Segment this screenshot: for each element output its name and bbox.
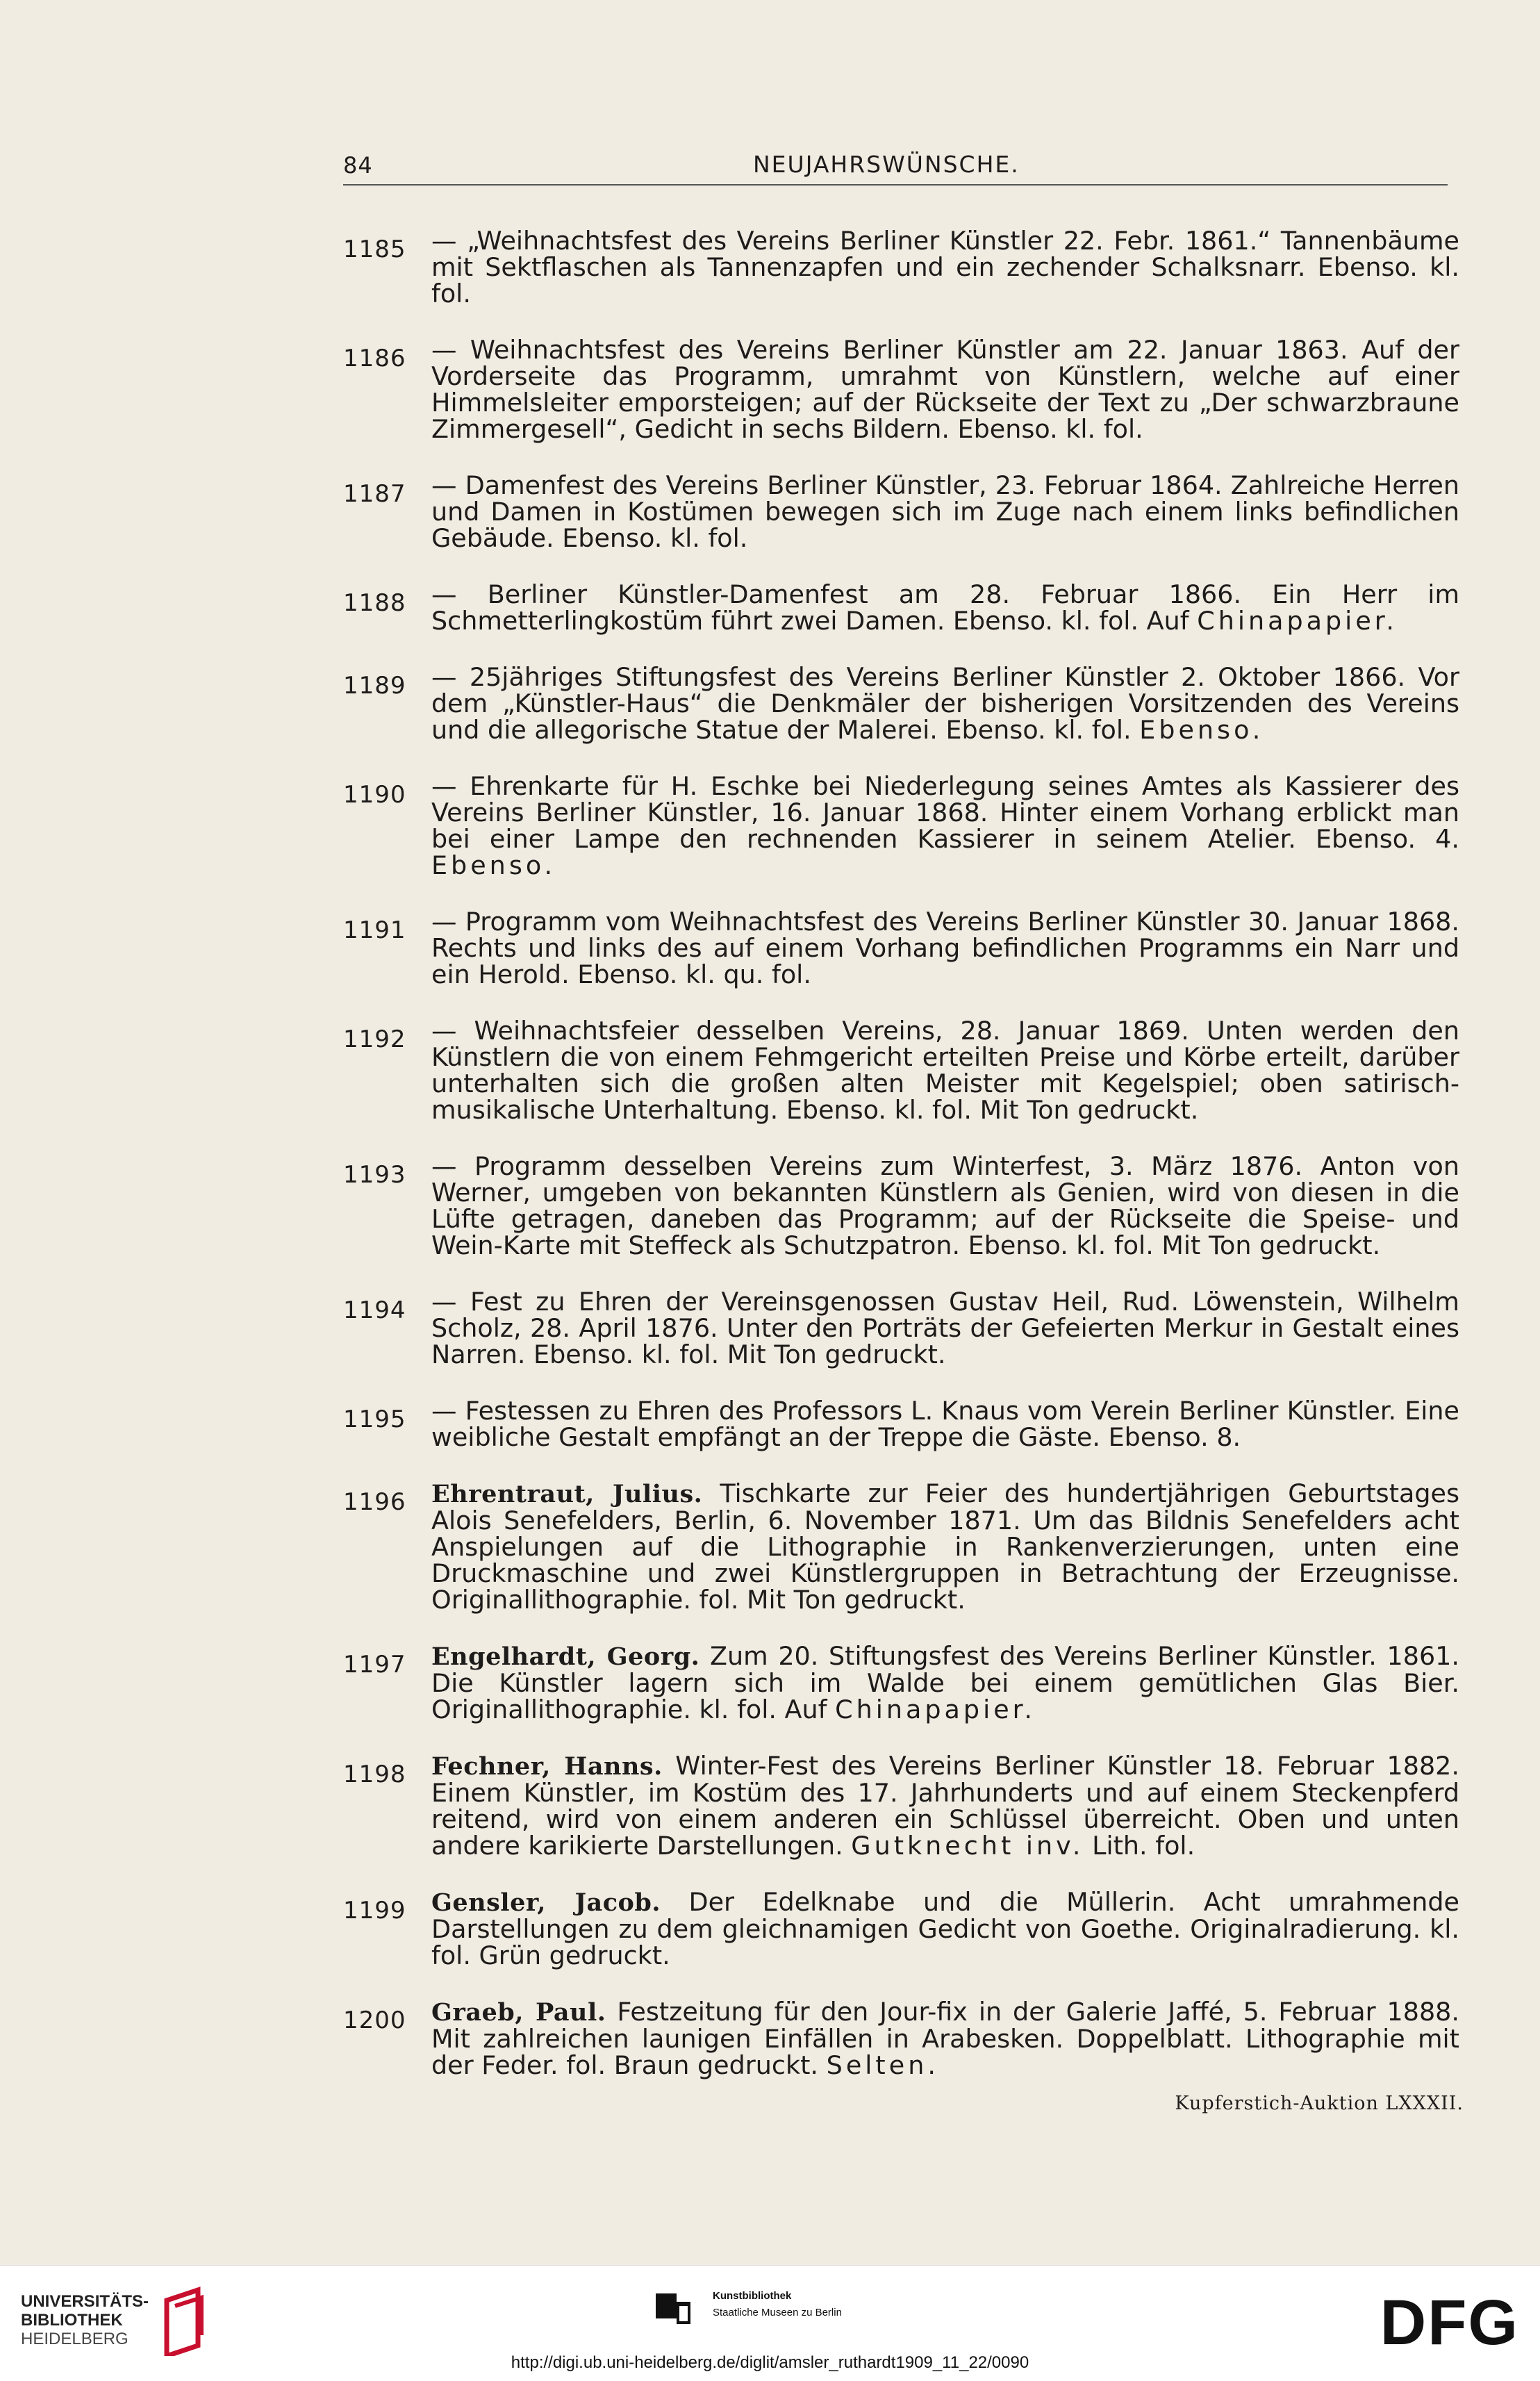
catalog-entry bbox=[343, 1018, 1463, 1123]
entry-artist: Graeb, Paul. bbox=[431, 1998, 606, 2027]
entry-number: 1195 bbox=[343, 1406, 406, 1433]
entry-spaced-note: Chinapapier. bbox=[1197, 606, 1398, 636]
running-title: NEUJAHRSWÜNSCHE. bbox=[753, 151, 1020, 178]
entry-number: 1197 bbox=[343, 1651, 406, 1679]
entry-text bbox=[431, 1889, 1459, 1969]
catalog-entry bbox=[343, 228, 1463, 307]
entry-text bbox=[431, 1643, 1459, 1723]
entry-description: — 25jähriges Stiftungsfest des Vereins Berliner Künstler 2. Oktober 1866. Vor dem „Künstler-Haus“ die Denkmäler der bisherigen Vorsitzenden des Vereins und die allegorische Statue der Malerei. Ebenso. kl. fol. bbox=[431, 662, 1459, 745]
signature-line: Kupferstich-Auktion LXXXII. bbox=[1175, 2093, 1464, 2114]
ub-heidelberg-logo[interactable] bbox=[21, 2292, 149, 2348]
catalog-entry bbox=[343, 1753, 1463, 1859]
entry-spaced-note: Gutknecht inv. bbox=[851, 1831, 1084, 1861]
catalog-entry bbox=[343, 1999, 1463, 2079]
entry-description: — Ehrenkarte für H. Eschke bei Niederlegung seines Amtes als Kassierer des Vereins Berliner Künstler, 16. Januar 1868. Hinter einem Vorhang erblickt man bei einer Lampe den rechnenden Kassierer in seinem Atelier. Ebenso. 4. bbox=[431, 771, 1459, 854]
catalog-entry bbox=[343, 337, 1463, 443]
entry-description: Zum 20. Stiftungsfest des Vereins Berliner Künstler. 1861. Die Künstler lagern sich im Walde bei einem gemütlichen Glas Bier. Originallithographie. kl. fol. Auf bbox=[431, 1641, 1460, 1724]
entry-number: 1189 bbox=[343, 672, 406, 700]
entry-text bbox=[431, 1398, 1459, 1451]
page-header bbox=[343, 142, 1448, 186]
entry-number: 1190 bbox=[343, 781, 406, 809]
entry-description: Winter-Fest des Vereins Berliner Künstler 18. Februar 1882. Einem Künstler, im Kostüm des 17. Jahrhunderts und auf einem Steckenpferd reitend, wird von einem anderen ein Schlüssel überreicht. Oben und unten andere karikierte Darstellungen. bbox=[431, 1751, 1459, 1861]
entry-text bbox=[431, 1753, 1459, 1859]
catalog-entry bbox=[343, 773, 1463, 879]
ub-emblem-icon bbox=[160, 2287, 215, 2356]
entry-text bbox=[431, 909, 1459, 988]
entry-artist: Fechner, Hanns. bbox=[431, 1752, 663, 1781]
entry-number: 1198 bbox=[343, 1761, 406, 1788]
entry-number: 1193 bbox=[343, 1161, 406, 1189]
entry-text bbox=[431, 337, 1459, 443]
entry-text bbox=[431, 1478, 1460, 1615]
entry-text bbox=[431, 472, 1459, 552]
entry-description: — Berliner Künstler-Damenfest am 28. Februar 1866. Ein Herr im Schmetterlingkostüm führt zwei Damen. Ebenso. kl. fol. Auf bbox=[431, 579, 1459, 636]
catalog-entry bbox=[343, 579, 1463, 636]
entry-text bbox=[431, 1999, 1459, 2079]
entry-number: 1196 bbox=[343, 1488, 406, 1516]
entry-number: 1200 bbox=[343, 2007, 406, 2034]
catalog-entry bbox=[343, 1153, 1463, 1259]
entry-description: — Weihnachtsfeier desselben Vereins, 28. Januar 1869. Unten werden den Künstlern die von einem Fehmgericht erteilten Preise und Körbe erteilt, darüber unterhalten sich die großen alten Meister mit Kegelspiel; oben satirisch-musikalische Unterhaltung. Ebenso. kl. fol. Mit Ton gedruckt. bbox=[431, 1016, 1459, 1125]
entry-text bbox=[431, 773, 1459, 879]
entry-number: 1187 bbox=[343, 480, 406, 508]
catalog-entry bbox=[343, 664, 1463, 743]
entry-description: — Festessen zu Ehren des Professors L. Knaus vom Verein Berliner Künstler. Eine weibliche Gestalt empfängt an der Treppe die Gäste. Ebenso. 8. bbox=[431, 1396, 1459, 1452]
kb-line-1: Kunstbibliothek bbox=[713, 2290, 792, 2302]
entry-description: — Damenfest des Vereins Berliner Künstler, 23. Februar 1864. Zahlreiche Herren und Damen in Kostümen bewegen sich im Zuge nach einem links befindlichen Gebäude. Ebenso. kl. fol. bbox=[431, 470, 1459, 553]
entry-artist: Ehrentraut, Julius. bbox=[431, 1480, 703, 1508]
entry-spaced-note: Selten. bbox=[826, 2050, 939, 2080]
entry-text bbox=[431, 579, 1459, 636]
kunstbibliothek-emblem-icon bbox=[656, 2288, 702, 2328]
entry-description: Festzeitung für den Jour-fix in der Galerie Jaffé, 5. Februar 1888. Mit zahlreichen launigen Einfällen in Arabesken. Doppelblatt. Lithographie mit der Feder. fol. Braun gedruckt. bbox=[431, 1997, 1460, 2080]
entry-tail: Lith. fol. bbox=[1092, 1831, 1195, 1861]
entry-artist: Gensler, Jacob. bbox=[431, 1888, 661, 1917]
entry-number: 1194 bbox=[343, 1296, 406, 1324]
footer-bar bbox=[0, 2265, 1540, 2381]
catalog-entry bbox=[343, 472, 1463, 552]
entry-number: 1192 bbox=[343, 1025, 406, 1053]
ub-line-2: BIBLIOTHEK bbox=[21, 2311, 123, 2330]
entry-text bbox=[431, 1153, 1459, 1259]
entry-description: Tischkarte zur Feier des hundertjährigen Geburtstages Alois Senefelders, Berlin, 6. November 1871. Um das Bildnis Senefelders acht Anspielungen auf die Lithographie in Rankenverzierungen, unten eine Druckmaschine und zwei Künstlergruppen in Betrachtung der Erzeugnisse. Originallithographie. fol. Mit Ton gedruckt. bbox=[431, 1478, 1460, 1615]
entry-description: — „Weihnachtsfest des Vereins Berliner Künstler 22. Febr. 1861.“ Tannenbäume mit Sektflaschen als Tannenzapfen und ein zechender Schalksnarr. Ebenso. kl. fol. bbox=[431, 226, 1459, 308]
entry-text bbox=[431, 1018, 1459, 1123]
entry-number: 1186 bbox=[343, 345, 406, 372]
entry-artist: Engelhardt, Georg. bbox=[431, 1642, 700, 1671]
entry-spaced-note: Chinapapier. bbox=[835, 1695, 1036, 1724]
entry-text bbox=[431, 664, 1459, 743]
entry-number: 1191 bbox=[343, 916, 406, 944]
dfg-logo[interactable]: DFG bbox=[1380, 2287, 1519, 2358]
catalog-entry bbox=[343, 1478, 1463, 1615]
entry-text bbox=[431, 1289, 1459, 1368]
entry-description: — Fest zu Ehren der Vereinsgenossen Gustav Heil, Rud. Löwenstein, Wilhelm Scholz, 28. April 1876. Unter den Porträts der Gefeierten Merkur in Gestalt eines Narren. Ebenso. kl. fol. Mit Ton gedruckt. bbox=[431, 1287, 1459, 1369]
entry-spaced-note: Ebenso. bbox=[431, 850, 556, 880]
entry-description: — Programm desselben Vereins zum Winterfest, 3. März 1876. Anton von Werner, umgeben von bekannten Künstlern als Genien, wird von diesen in die Lüfte getragen, daneben das Programm; auf der Rückseite die Speise- und Wein-Karte mit Steffeck als Schutzpatron. Ebenso. kl. fol. Mit Ton gedruckt. bbox=[431, 1151, 1459, 1260]
catalog-entry bbox=[343, 1398, 1463, 1451]
source-url[interactable]: http://digi.ub.uni-heidelberg.de/diglit/amsler_ruthardt1909_11_22/0090 bbox=[511, 2353, 1029, 2372]
entry-description: Der Edelknabe und die Müllerin. Acht umrahmende Darstellungen zu dem gleichnamigen Gedicht von Goethe. Originalradierung. kl. fol. Grün gedruckt. bbox=[431, 1887, 1459, 1970]
catalog-entry bbox=[343, 909, 1463, 988]
ub-line-3: HEIDELBERG bbox=[21, 2330, 129, 2348]
catalog-entry bbox=[343, 1643, 1463, 1723]
entry-number: 1188 bbox=[343, 589, 406, 617]
catalog-entry bbox=[343, 1289, 1463, 1368]
ub-line-1: UNIVERSITÄTS- bbox=[21, 2292, 149, 2311]
entry-number: 1185 bbox=[343, 236, 406, 263]
page-number: 84 bbox=[343, 152, 373, 179]
entry-number: 1199 bbox=[343, 1897, 406, 1925]
kb-line-2: Staatliche Museen zu Berlin bbox=[713, 2307, 842, 2318]
entry-description: — Programm vom Weihnachtsfest des Vereins Berliner Künstler 30. Januar 1868. Rechts und links des auf einem Vorhang befindlichen Programms ein Narr und ein Herold. Ebenso. kl. qu. fol. bbox=[431, 907, 1459, 989]
entry-description: — Weihnachtsfest des Vereins Berliner Künstler am 22. Januar 1863. Auf der Vorderseite das Programm, umrahmt von Künstlern, welche auf einer Himmelsleiter emporsteigen; auf der Rückseite der Text zu „Der schwarzbraune Zimmergesell“, Gedicht in sechs Bildern. Ebenso. kl. fol. bbox=[431, 335, 1459, 444]
catalog-entries bbox=[343, 228, 1463, 2109]
catalog-entry bbox=[343, 1889, 1463, 1969]
kunstbibliothek-logo[interactable] bbox=[656, 2288, 842, 2331]
entry-text bbox=[431, 228, 1459, 307]
entry-spaced-note: Ebenso. bbox=[1139, 715, 1264, 745]
